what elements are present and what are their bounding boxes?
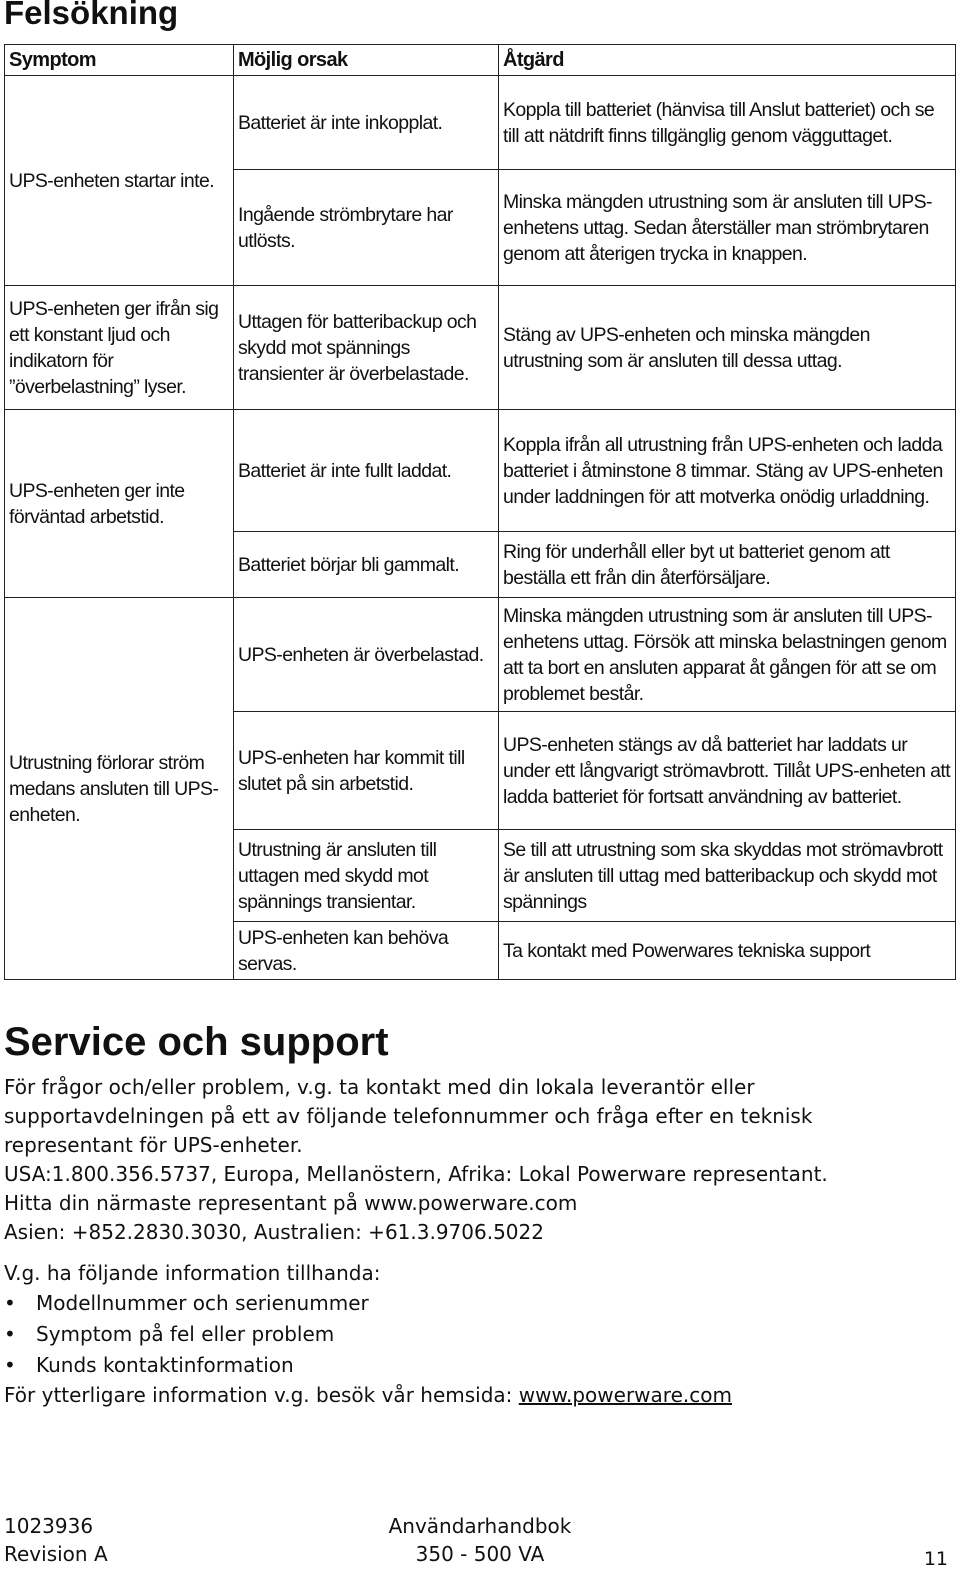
- service-intro: För frågor och/eller problem, v.g. ta kontakt med din lokala leverantör eller supportavdelningen på ett av följande telefonnummer och fråga efter en teknisk representant för UPS-enheter.: [4, 1075, 813, 1157]
- symptom-cell: UPS-enheten ger inte förväntad arbetstid.: [5, 410, 234, 598]
- service-heading: Service och support: [4, 1020, 389, 1064]
- table-row: [5, 76, 956, 170]
- symptom-cell: Utrustning förlorar ström medans ansluten till UPS-enheten.: [5, 598, 234, 980]
- cause-cell: UPS-enheten kan behöva servas.: [234, 922, 499, 980]
- more-info-text: För ytterligare information v.g. besök vår hemsida:: [4, 1383, 519, 1407]
- table-row: [5, 598, 956, 712]
- cause-cell: Batteriet är inte inkopplat.: [234, 76, 499, 170]
- contact-line: Asien: +852.2830.3030, Australien: +61.3.9706.5022: [4, 1220, 544, 1244]
- website-link[interactable]: www.powerware.com: [518, 1383, 732, 1407]
- footer-left: [4, 1512, 108, 1568]
- cause-cell: Ingående strömbrytare har utlösts.: [234, 170, 499, 286]
- contact-line: Hitta din närmaste representant på www.powerware.com: [4, 1191, 578, 1215]
- action-cell: Ta kontakt med Powerwares tekniska support: [499, 922, 956, 980]
- footer-center: [330, 1512, 630, 1568]
- page-title: Felsökning: [4, 0, 179, 31]
- doc-number: 1023936: [4, 1514, 94, 1538]
- header-action: Åtgärd: [499, 45, 956, 76]
- symptom-cell: UPS-enheten startar inte.: [5, 76, 234, 286]
- more-info: [4, 1381, 944, 1410]
- symptom-cell: UPS-enheten ger ifrån sig ett konstant ljud och indikatorn för ”överbelastning” lyser.: [5, 286, 234, 410]
- action-cell: Minska mängden utrustning som är ansluten till UPS-enhetens uttag. Sedan återställer man strömbrytaren genom att återigen trycka in knappen.: [499, 170, 956, 286]
- cause-cell: UPS-enheten har kommit till slutet på sin arbetstid.: [234, 712, 499, 830]
- bullet-icon: •: [4, 1322, 16, 1346]
- bullet-icon: •: [4, 1353, 16, 1377]
- list-item: [4, 1319, 944, 1350]
- page-number: 11: [923, 1548, 948, 1570]
- cause-cell: Uttagen för batteribackup och skydd mot spännings transienter är överbelastade.: [234, 286, 499, 410]
- model-range: 350 - 500 VA: [415, 1542, 545, 1566]
- table-header-row: [5, 45, 956, 76]
- manual-title: Användarhandbok: [388, 1514, 572, 1538]
- cause-cell: UPS-enheten är överbelastad.: [234, 598, 499, 712]
- list-item-text: Kunds kontaktinformation: [36, 1353, 294, 1377]
- action-cell: Ring för underhåll eller byt ut batteriet genom att beställa ett från din återförsäljare.: [499, 532, 956, 598]
- info-list: [4, 1288, 944, 1381]
- list-item-text: Modellnummer och serienummer: [36, 1291, 369, 1315]
- action-cell: UPS-enheten stängs av då batteriet har laddats ur under ett långvarigt strömavbrott. Tillåt UPS-enheten att ladda batteriet för fortsatt användning av batteriet.: [499, 712, 956, 830]
- contact-line: USA:1.800.356.5737, Europa, Mellanöstern, Afrika: Lokal Powerware representant.: [4, 1162, 828, 1186]
- list-item-text: Symptom på fel eller problem: [36, 1322, 335, 1346]
- header-cause: Möjlig orsak: [234, 45, 499, 76]
- table-row: [5, 410, 956, 532]
- info-lead: V.g. ha följande information tillhanda:: [4, 1261, 381, 1285]
- cause-cell: Batteriet börjar bli gammalt.: [234, 532, 499, 598]
- table-row: [5, 286, 956, 410]
- revision: Revision A: [4, 1542, 108, 1566]
- action-cell: Minska mängden utrustning som är ansluten till UPS-enhetens uttag. Försök att minska belastningen genom att ta bort en ansluten apparat åt gången för att se om problemet består.: [499, 598, 956, 712]
- action-cell: Stäng av UPS-enheten och minska mängden utrustning som är ansluten till dessa uttag.: [499, 286, 956, 410]
- service-body: [4, 1073, 944, 1410]
- header-symptom: Symptom: [5, 45, 234, 76]
- bullet-icon: •: [4, 1291, 16, 1315]
- list-item: [4, 1288, 944, 1319]
- action-cell: Se till att utrustning som ska skyddas mot strömavbrott är ansluten till uttag med batteribackup och skydd mot spännings: [499, 830, 956, 922]
- list-item: [4, 1350, 944, 1381]
- troubleshooting-table: [4, 44, 956, 980]
- cause-cell: Batteriet är inte fullt laddat.: [234, 410, 499, 532]
- action-cell: Koppla till batteriet (hänvisa till Anslut batteriet) och se till att nätdrift finns tillgänglig genom vägguttaget.: [499, 76, 956, 170]
- action-cell: Koppla ifrån all utrustning från UPS-enheten och ladda batteriet i åtminstone 8 timmar. Stäng av UPS-enheten under laddningen för att motverka onödig urladdning.: [499, 410, 956, 532]
- cause-cell: Utrustning är ansluten till uttagen med skydd mot spännings transientar.: [234, 830, 499, 922]
